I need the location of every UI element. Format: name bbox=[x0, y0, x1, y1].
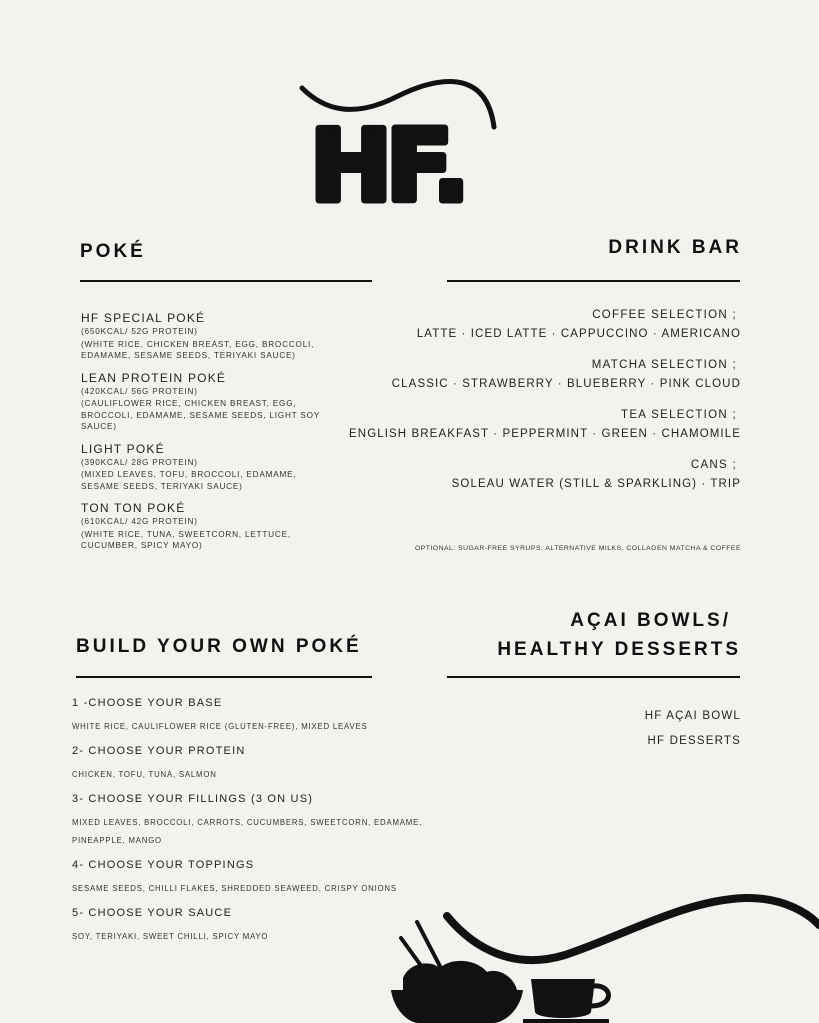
menu-item bbox=[81, 442, 321, 493]
drink-group bbox=[321, 409, 741, 440]
build-step bbox=[72, 697, 472, 736]
menu-item-nutrition: (610KCAL/ 42G PROTEIN) bbox=[81, 517, 198, 526]
menu-item-ingredients: (MIXED LEAVES, TOFU, BROCCOLI, EDAMAME, SESAME SEEDS, TERIYAKI SAUCE) bbox=[81, 470, 297, 491]
menu-item-ingredients: (WHITE RICE, CHICKEN BREAST, EGG, BROCCOLI, EDAMAME, SESAME SEEDS, TERIYAKI SAUCE) bbox=[81, 339, 315, 360]
acai-section-title bbox=[497, 606, 741, 664]
acai-item: HF AÇAI BOWL bbox=[644, 710, 741, 722]
drink-group-heading: TEA SELECTION ; bbox=[621, 409, 737, 421]
coffee-cup-icon bbox=[523, 979, 609, 1023]
build-step-options: MIXED LEAVES, BROCCOLI, CARROTS, CUCUMBERS, SWEETCORN, EDAMAME, PINEAPPLE, MANGO bbox=[72, 818, 423, 845]
acai-title-line2: HEALTHY DESSERTS bbox=[497, 639, 741, 660]
menu-item-nutrition: (420KCAL/ 56G PROTEIN) bbox=[81, 386, 198, 396]
drink-optional-note: OPTIONAL: SUGAR-FREE SYRUPS, ALTERNATIVE MILKS, COLLAGEN MATCHA & COFFEE bbox=[414, 545, 741, 552]
build-step-options: SESAME SEEDS, CHILLI FLAKES, SHREDDED SEAWEED, CRISPY ONIONS bbox=[72, 884, 397, 893]
build-step-options: SOY, TERIYAKI, SWEET CHILLI, SPICY MAYO bbox=[72, 932, 269, 941]
build-your-own-title: BUILD YOUR OWN POKÉ bbox=[76, 636, 362, 657]
acai-divider bbox=[447, 676, 740, 678]
drink-list bbox=[321, 309, 741, 509]
acai-list bbox=[645, 710, 741, 760]
acai-title-line1: AÇAI BOWLS/ bbox=[570, 610, 731, 631]
build-step bbox=[72, 745, 472, 784]
drink-group-items: CLASSIC · STRAWBERRY · BLUEBERRY · PINK CLOUD bbox=[391, 378, 741, 390]
drink-group-heading: MATCHA SELECTION ; bbox=[591, 359, 737, 371]
build-step-heading: 3- CHOOSE YOUR FILLINGS (3 ON US) bbox=[72, 793, 314, 805]
drink-group-items: LATTE · ICED LATTE · CAPPUCCINO · AMERICANO bbox=[416, 328, 741, 340]
build-step bbox=[72, 793, 472, 850]
menu-item-name: HF SPECIAL POKÉ bbox=[81, 311, 206, 325]
menu-item-name: TON TON POKÉ bbox=[81, 501, 186, 515]
menu-item-ingredients: (WHITE RICE, TUNA, SWEETCORN, LETTUCE, CUCUMBER, SPICY MAYO) bbox=[81, 529, 291, 550]
menu-item bbox=[81, 371, 321, 433]
drink-group bbox=[321, 459, 741, 490]
drink-group-heading: COFFEE SELECTION ; bbox=[592, 309, 737, 321]
hf-logo bbox=[296, 72, 511, 212]
decoration-illustration bbox=[385, 880, 819, 1023]
menu-item-nutrition: (650KCAL/ 52G PROTEIN) bbox=[81, 327, 198, 336]
drink-group bbox=[321, 309, 741, 340]
poke-divider bbox=[80, 280, 372, 282]
poke-bowl-icon bbox=[391, 922, 523, 1023]
drink-bar-divider bbox=[447, 280, 740, 282]
build-step-options: WHITE RICE, CAULIFLOWER RICE (GLUTEN-FREE), MIXED LEAVES bbox=[72, 722, 368, 731]
hf-logo-text: HF. bbox=[310, 110, 464, 212]
build-step-heading: 4- CHOOSE YOUR TOPPINGS bbox=[72, 859, 255, 871]
menu-item bbox=[81, 311, 321, 362]
drink-bar-title: DRINK BAR bbox=[608, 237, 742, 258]
menu-item-name: LEAN PROTEIN POKÉ bbox=[81, 370, 227, 385]
build-step-heading: 5- CHOOSE YOUR SAUCE bbox=[72, 907, 233, 919]
drink-group-items: ENGLISH BREAKFAST · PEPPERMINT · GREEN · CHAMOMILE bbox=[349, 428, 741, 440]
menu-item-nutrition: (390KCAL/ 28G PROTEIN) bbox=[81, 457, 198, 467]
drink-group-heading: CANS ; bbox=[690, 459, 737, 471]
build-step-heading: 2- CHOOSE YOUR PROTEIN bbox=[72, 745, 246, 757]
menu-item bbox=[81, 501, 321, 552]
build-step-options: CHICKEN, TOFU, TUNA, SALMON bbox=[72, 770, 217, 779]
swoosh-icon bbox=[447, 898, 819, 960]
poke-section-title: POKÉ bbox=[80, 241, 146, 262]
poke-menu-list bbox=[81, 311, 321, 561]
build-your-own-divider bbox=[76, 676, 372, 678]
acai-item: HF DESSERTS bbox=[647, 735, 741, 747]
drink-group bbox=[321, 359, 741, 390]
drink-group-items: SOLEAU WATER (STILL & SPARKLING) · TRIP bbox=[451, 478, 741, 490]
menu-item-ingredients: (CAULIFLOWER RICE, CHICKEN BREAST, EGG, BROCCOLI, EDAMAME, SESAME SEEDS, LIGHT SOY SAUCE) bbox=[81, 399, 320, 431]
build-step-heading: 1 -CHOOSE YOUR BASE bbox=[72, 697, 223, 709]
menu-item-name: LIGHT POKÉ bbox=[81, 441, 165, 456]
